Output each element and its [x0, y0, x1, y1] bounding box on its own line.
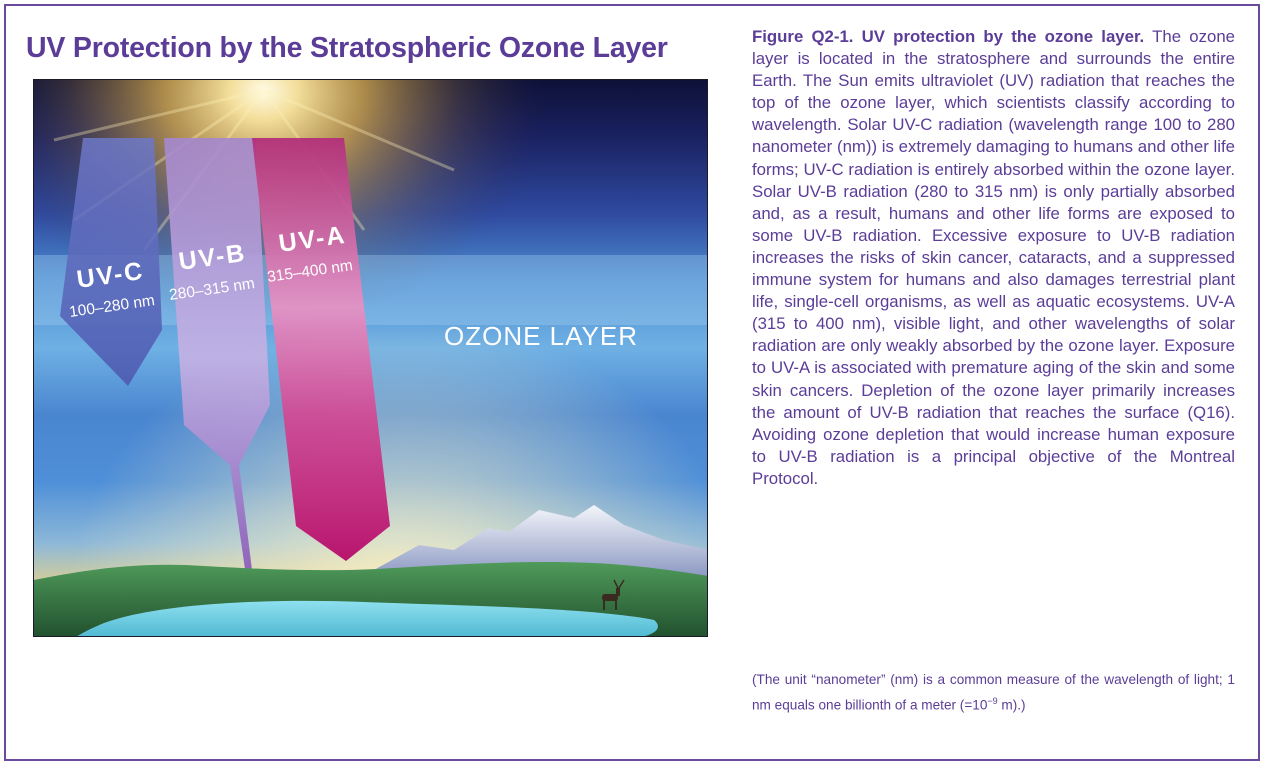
page-title: UV Protection by the Stratospheric Ozone Layer — [26, 32, 668, 64]
uv-b-range: 280–315 nm — [168, 275, 256, 304]
caption-body: The ozone layer is located in the stratosphere and surrounds the entire Earth. The Sun emits ultraviolet (UV) radiation that reaches the top of the ozone layer, which scientists classify according to wavelength. Solar UV-C radiation (wavelength range 100 to 280 nanometer (nm)) is extremely damaging to humans and other life forms; UV-C radiation is entirely absorbed within the ozone layer. Solar UV-B radiation (280 to 315 nm) is only partially absorbed and, as a result, humans and other life forms are exposed to some UV-B radiation. Excessive exposure to UV-B radiation increases the risks of skin cancer, cataracts, and a suppressed immune system for humans and also damages terrestrial plant life, single-cell organisms, as well as aquatic ecosystems. UV-A (315 to 400 nm), visible light, and other wavelengths of solar radiation are only weakly absorbed by the ozone layer. Exposure to UV-A is associated with premature aging of the skin and some skin cancers. Depletion of the ozone layer primarily increases the amount of UV-B radiation that reaches the surface (Q16). Avoiding ozone depletion that would increase human exposure to UV-B radiation is a principal objective of the Montreal Protocol. — [752, 27, 1235, 488]
ozone-illustration — [33, 79, 708, 637]
uv-a-range: 315–400 nm — [266, 257, 354, 286]
figure-caption — [752, 26, 1235, 490]
caption-title: Figure Q2-1. UV protection by the ozone layer. — [752, 27, 1145, 46]
unit-note-exponent: −9 — [987, 695, 998, 706]
uv-b-label: UV-B — [176, 238, 248, 276]
ozone-layer-label: OZONE LAYER — [444, 321, 639, 351]
unit-note-end: m).) — [997, 697, 1026, 713]
unit-note-text: (The unit “nanometer” (nm) is a common measure of the wavelength of light; 1 nm equals one billionth of a meter (=10 — [752, 672, 1235, 713]
uv-c-label: UV-C — [74, 256, 146, 294]
uv-c-range: 100–280 nm — [68, 292, 156, 321]
unit-note — [752, 670, 1235, 716]
uv-a-label: UV-A — [276, 220, 348, 258]
